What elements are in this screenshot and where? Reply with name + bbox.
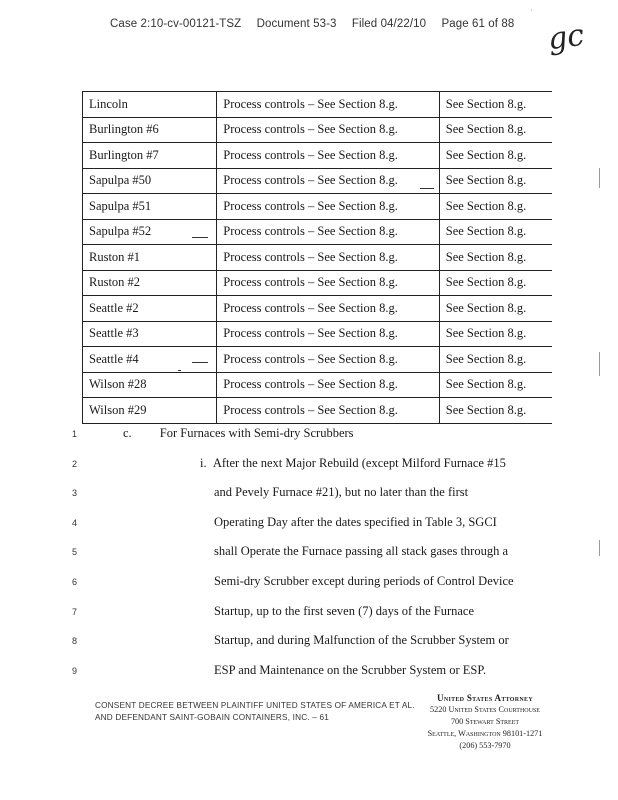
- body-line: shall Operate the Furnace passing all stack gases through a: [214, 544, 509, 559]
- stray-mark: [192, 362, 208, 363]
- reference-cell: See Section 8.g.: [439, 194, 552, 220]
- line-number: 6: [72, 577, 78, 587]
- requirement-cell: Process controls – See Section 8.g.: [217, 245, 439, 271]
- furnace-cell: Burlington #6: [83, 117, 217, 143]
- furnace-cell: Sapulpa #51: [83, 194, 217, 220]
- attorney-phone: (206) 553-7970: [459, 741, 511, 750]
- body-line: c. For Furnaces with Semi-dry Scrubbers: [123, 426, 354, 440]
- reference-cell: See Section 8.g.: [439, 92, 552, 118]
- line-number: 9: [72, 665, 78, 676]
- reference-cell: See Section 8.g.: [439, 296, 552, 322]
- furnace-cell: Ruston #2: [83, 270, 217, 296]
- attorney-address-line1: 5220 United States Courthouse: [430, 705, 540, 714]
- reference-cell: See Section 8.g.: [439, 168, 552, 194]
- table-row: [83, 372, 553, 398]
- line-number: 7: [72, 606, 78, 617]
- case-header: [110, 18, 526, 30]
- footer-caption-line2: AND DEFENDANT SAINT-GOBAIN CONTAINERS, INC. – 61: [95, 713, 330, 722]
- reference-cell: See Section 8.g.: [439, 245, 552, 271]
- filed-date: Filed 04/22/10: [351, 18, 427, 30]
- furnace-cell: Burlington #7: [83, 143, 217, 169]
- footer-caption: [95, 700, 415, 724]
- attorney-address-line2: 700 Stewart Street: [450, 717, 520, 726]
- stray-mark: [420, 188, 434, 189]
- requirement-cell: Process controls – See Section 8.g.: [217, 117, 439, 143]
- furnace-cell: Wilson #28: [83, 372, 217, 398]
- furnace-cell: Seattle #3: [83, 321, 217, 347]
- furnace-cell: Sapulpa #52: [83, 219, 217, 245]
- table-row: [83, 117, 553, 143]
- case-number: Case 2:10-cv-00121-TSZ: [110, 18, 242, 30]
- reference-cell: See Section 8.g.: [439, 143, 552, 169]
- table-row: [83, 270, 553, 296]
- table-row: [83, 194, 553, 220]
- page-indicator: Page 61 of 88: [441, 18, 515, 30]
- table-row: [83, 245, 553, 271]
- line-number: 8: [72, 636, 78, 647]
- furnace-cell: Sapulpa #50: [83, 168, 217, 194]
- furnace-cell: Seattle #4: [83, 347, 217, 373]
- table-row: [83, 143, 553, 169]
- reference-cell: See Section 8.g.: [439, 270, 552, 296]
- line-number: 3: [72, 488, 78, 499]
- line-number: 1: [72, 429, 78, 439]
- furnace-table: [82, 91, 552, 424]
- furnace-cell: Lincoln: [83, 92, 217, 118]
- handwritten-initials: gc: [545, 17, 587, 58]
- margin-mark: [599, 540, 600, 556]
- reference-cell: See Section 8.g.: [439, 219, 552, 245]
- table-row: [83, 92, 553, 118]
- reference-cell: See Section 8.g.: [439, 117, 552, 143]
- line-number: 2: [72, 458, 78, 469]
- stray-mark: [178, 370, 181, 371]
- reference-cell: See Section 8.g.: [439, 398, 552, 424]
- footer-caption-line1: CONSENT DECREE BETWEEN PLAINTIFF UNITED STATES OF AMERICA ET AL.: [95, 701, 415, 710]
- requirement-cell: Process controls – See Section 8.g.: [217, 168, 439, 194]
- body-line: i. After the next Major Rebuild (except Milford Furnace #15: [200, 455, 506, 470]
- body-line: ESP and Maintenance on the Scrubber System or ESP.: [214, 662, 487, 677]
- table-row: [83, 168, 553, 194]
- margin-mark: [599, 168, 600, 188]
- requirement-cell: Process controls – See Section 8.g.: [217, 321, 439, 347]
- attorney-address-line3: Seattle, Washington 98101-1271: [427, 729, 543, 738]
- furnace-cell: Ruston #1: [83, 245, 217, 271]
- requirement-cell: Process controls – See Section 8.g.: [217, 143, 439, 169]
- reference-cell: See Section 8.g.: [439, 347, 552, 373]
- attorney-office: United States Attorney: [437, 693, 533, 703]
- requirement-cell: Process controls – See Section 8.g.: [217, 372, 439, 398]
- scan-speck: ·: [530, 6, 533, 15]
- requirement-cell: Process controls – See Section 8.g.: [217, 347, 439, 373]
- line-number: 4: [72, 517, 78, 528]
- reference-cell: See Section 8.g.: [439, 372, 552, 398]
- furnace-cell: Wilson #29: [83, 398, 217, 424]
- requirement-cell: Process controls – See Section 8.g.: [217, 219, 439, 245]
- requirement-cell: Process controls – See Section 8.g.: [217, 296, 439, 322]
- furnace-cell: Seattle #2: [83, 296, 217, 322]
- body-line: Startup, and during Malfunction of the Scrubber System or: [214, 633, 509, 648]
- requirement-cell: Process controls – See Section 8.g.: [217, 270, 439, 296]
- table-row: [83, 219, 553, 245]
- attorney-address: [414, 692, 556, 752]
- table-row: [83, 398, 553, 424]
- requirement-cell: Process controls – See Section 8.g.: [217, 398, 439, 424]
- body-line: Operating Day after the dates specified in Table 3, SGCI: [214, 514, 497, 529]
- body-line: Startup, up to the first seven (7) days of the Furnace: [214, 603, 475, 618]
- body-line: and Pevely Furnace #21), but no later than the first: [214, 485, 469, 500]
- document-number: Document 53-3: [256, 18, 337, 30]
- table-row: [83, 321, 553, 347]
- requirement-cell: Process controls – See Section 8.g.: [217, 194, 439, 220]
- requirement-cell: Process controls – See Section 8.g.: [217, 92, 439, 118]
- stray-mark: [192, 237, 208, 238]
- body-line: Semi-dry Scrubber except during periods of Control Device: [214, 574, 514, 588]
- table-row: [83, 347, 553, 373]
- margin-mark: [599, 352, 600, 376]
- table-row: [83, 296, 553, 322]
- reference-cell: See Section 8.g.: [439, 321, 552, 347]
- line-number: 5: [72, 547, 78, 558]
